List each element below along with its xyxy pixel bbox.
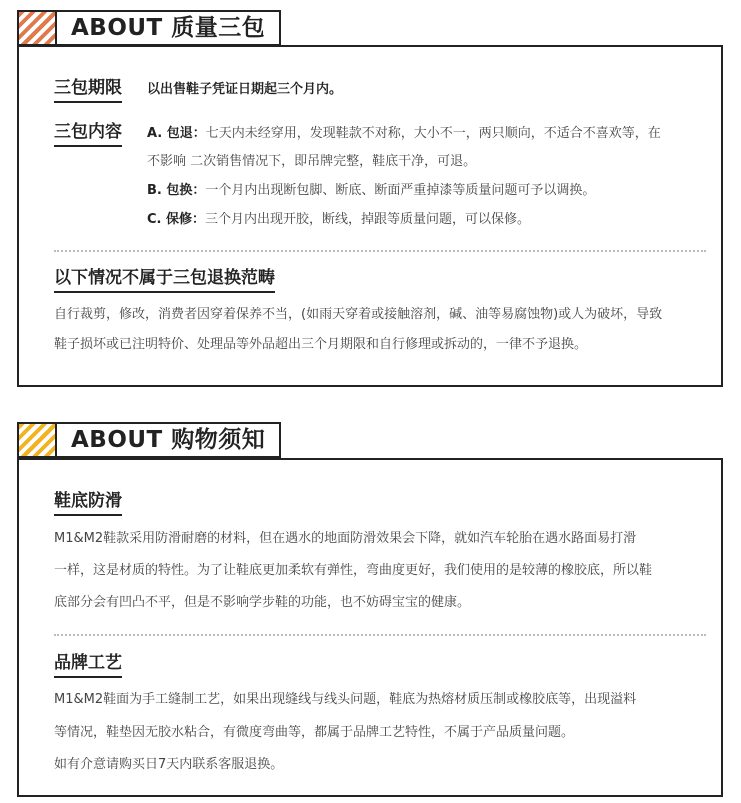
antislip-heading: 鞋底防滑 bbox=[54, 490, 122, 516]
item-label: C. 保修： bbox=[147, 212, 206, 227]
section-title: ABOUT 质量三包 bbox=[55, 12, 279, 44]
craft-line: 如有介意请购买日7天内联系客服退换。 bbox=[54, 757, 284, 772]
craft-line: 等情况，鞋垫因无胶水粘合，有微度弯曲等，都属于品牌工艺特性，不属于产品质量问题。 bbox=[54, 725, 575, 740]
content-heading: 三包内容 bbox=[54, 121, 122, 147]
item-text: 七天内未经穿用，发现鞋款不对称，大小不一，两只顺向，不适合不喜欢等，在 bbox=[205, 126, 661, 141]
craft-line: M1&M2鞋面为手工缝制工艺，如果出现缝线与线头问题，鞋底为热熔材质压制或橡胶底等，出现溢料 bbox=[54, 692, 637, 707]
craft-heading: 品牌工艺 bbox=[54, 652, 122, 678]
item-text: 三个月内出现开胶，断线，掉跟等质量问题，可以保修。 bbox=[205, 212, 531, 227]
section-tab bbox=[17, 422, 281, 458]
content-item bbox=[147, 119, 661, 149]
stripe-icon bbox=[19, 12, 55, 44]
divider bbox=[54, 634, 706, 636]
antislip-line: 底部分会有凹凸不平，但是不影响学步鞋的功能，也不妨碍宝宝的健康。 bbox=[54, 595, 471, 610]
antislip-line: 一样，这是材质的特性。为了让鞋底更加柔软有弹性，弯曲度更好，我们使用的是较薄的橡胶底，所以鞋 bbox=[54, 563, 653, 578]
stripe-icon bbox=[19, 424, 55, 456]
content-item bbox=[147, 147, 476, 177]
item-text: 一个月内出现断包脚、断底、断面严重掉漆等质量问题可予以调换。 bbox=[205, 183, 596, 198]
divider bbox=[54, 250, 706, 252]
exclusion-heading: 以下情况不属于三包退换范畴 bbox=[54, 267, 275, 293]
item-label: A. 包退： bbox=[147, 126, 206, 141]
content-item bbox=[147, 205, 530, 235]
exclusion-line: 鞋子损坏或已注明特价、处理品等外品超出三个月期限和自行修理或拆动的，一律不予退换。 bbox=[54, 337, 588, 352]
content-item bbox=[147, 176, 595, 206]
section-title: ABOUT 购物须知 bbox=[55, 424, 279, 456]
item-label: B. 包换： bbox=[147, 183, 206, 198]
item-text: 不影响 二次销售情况下，即吊牌完整，鞋底干净，可退。 bbox=[147, 154, 477, 169]
exclusion-line: 自行裁剪，修改，消费者因穿着保养不当，(如雨天穿着或接触溶剂，碱、油等易腐蚀物)或人为破坏，导致 bbox=[54, 307, 663, 322]
period-text: 以出售鞋子凭证日期起三个月内。 bbox=[147, 82, 343, 97]
antislip-line: M1&M2鞋款采用防滑耐磨的材料，但在遇水的地面防滑效果会下降，就如汽车轮胎在遇水路面易打滑 bbox=[54, 531, 637, 546]
quality-guarantee-box bbox=[17, 45, 723, 387]
period-heading: 三包期限 bbox=[54, 77, 122, 103]
section-tab bbox=[17, 10, 281, 46]
shopping-notice-box bbox=[17, 458, 723, 797]
